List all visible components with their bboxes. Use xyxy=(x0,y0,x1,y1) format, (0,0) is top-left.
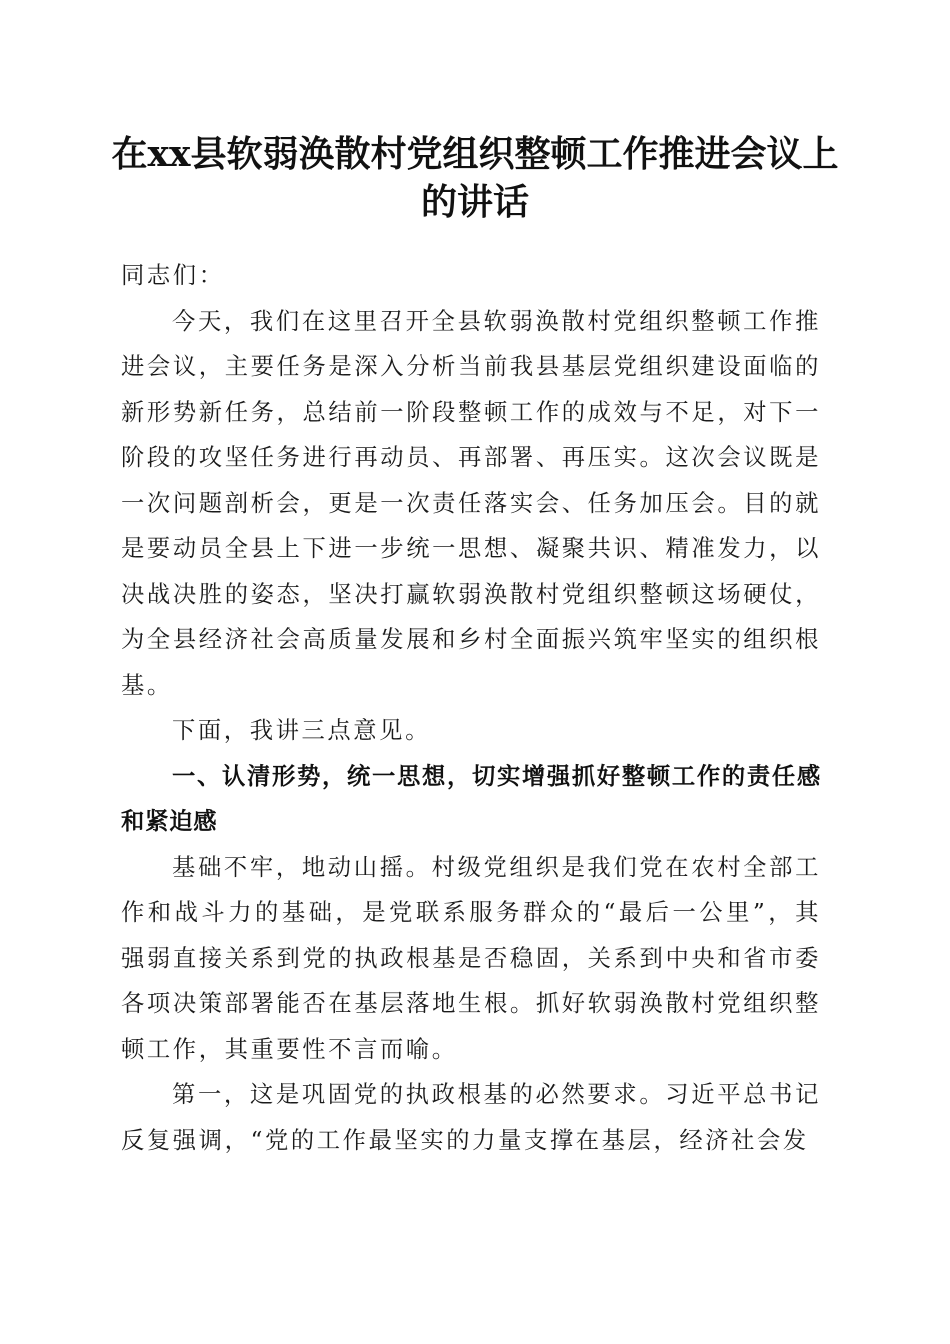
intro-paragraph: 今天，我们在这里召开全县软弱涣散村党组织整顿工作推进会议，主要任务是深入分析当前我县基层党组织建设面临的新形势新任务，总结前一阶段整顿工作的成效与不足，对下一阶段的攻坚任务进行再动员、再部署、再压实。这次会议既是一次问题剖析会，更是一次责任落实会、任务加压会。目的就是要动员全县上下进一步统一思想、凝聚共识、精准发力，以决战决胜的姿态，坚决打赢软弱涣散村党组织整顿这场硬仗，为全县经济社会高质量发展和乡村全面振兴筑牢坚实的组织根基。 xyxy=(121,307,821,699)
salutation: 同志们： xyxy=(121,262,225,289)
section-paragraph: 基础不牢，地动山摇。村级党组织是我们党在农村全部工作和战斗力的基础，是党联系服务群众的“最后一公里”，其强弱直接关系到党的执政根基是否稳固，关系到中央和省市委各项决策部署能否在基层落地生根。抓好软弱涣散村党组织整顿工作，其重要性不言而喻。 xyxy=(121,853,821,1063)
section-heading: 一、认清形势，统一思想，切实增强抓好整顿工作的责任感和紧迫感 xyxy=(121,762,821,835)
outline-paragraph: 下面，我讲三点意见。 xyxy=(172,717,431,744)
section-paragraph: 第一，这是巩固党的执政根基的必然要求。习近平总书记反复强调，“党的工作最坚实的力量支撑在基层，经济社会发 xyxy=(121,1081,821,1154)
document-title: 在xx县软弱涣散村党组织整顿工作推进会议上的讲话 xyxy=(111,133,839,223)
document-body xyxy=(121,253,821,1163)
